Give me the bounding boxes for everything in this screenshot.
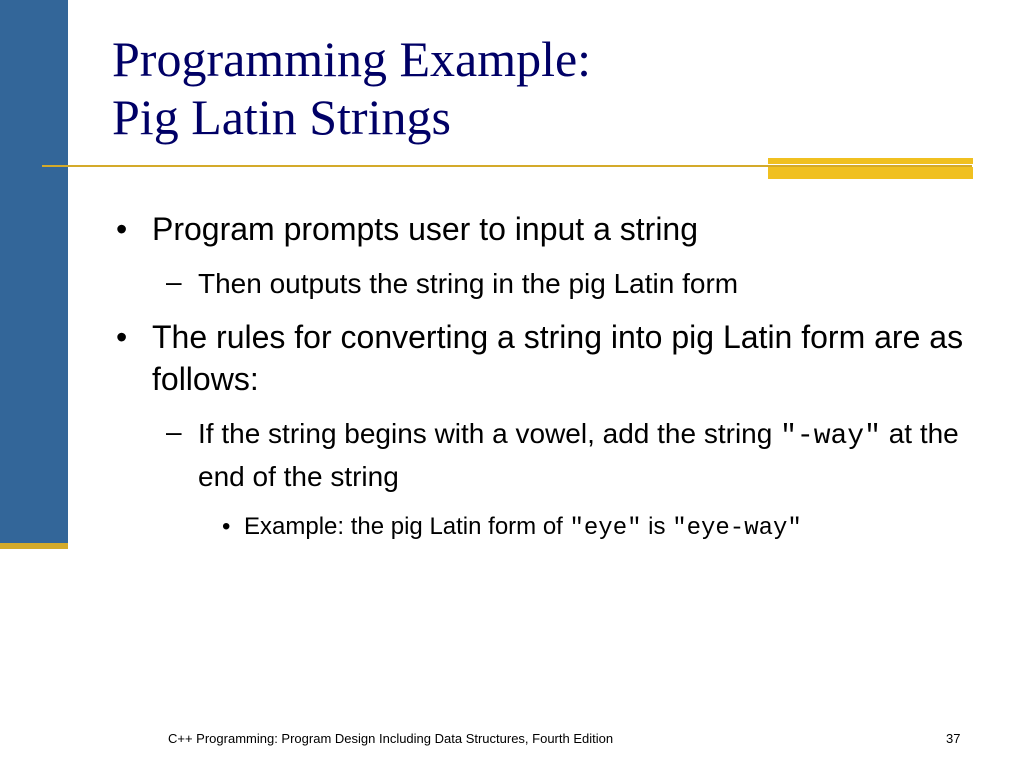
sub-bullet-vowel-rule bbox=[110, 414, 980, 497]
title-accent-bar-top bbox=[768, 158, 973, 164]
sidebar-gold-stripe bbox=[0, 543, 68, 549]
bullet-text-pre: If the string begins with a vowel, add the string bbox=[198, 418, 781, 449]
page-number: 37 bbox=[946, 731, 961, 746]
title-accent-bar-bottom bbox=[768, 167, 973, 179]
bullet-dash-icon: – bbox=[166, 416, 182, 447]
bullet-dot-icon: • bbox=[116, 319, 128, 355]
bullet-text-pre: Example: the pig Latin form of bbox=[244, 513, 570, 540]
bullet-rules bbox=[110, 316, 980, 400]
bullet-text-post: at the end of the string bbox=[198, 418, 959, 492]
code-eye-way: "eye-way" bbox=[672, 515, 802, 542]
bullet-text-mid: is bbox=[641, 513, 673, 540]
bullet-dot-icon: • bbox=[116, 211, 128, 247]
sub-sub-bullet-example bbox=[110, 509, 980, 546]
bullet-dash-icon: – bbox=[166, 266, 182, 297]
slide-title bbox=[112, 30, 972, 146]
code-eye: "eye" bbox=[569, 515, 642, 542]
bullet-text: Then outputs the string in the pig Latin form bbox=[198, 268, 739, 299]
bullet-dot-icon: • bbox=[222, 513, 231, 540]
slide-body bbox=[110, 208, 980, 546]
sidebar-band bbox=[0, 0, 68, 768]
bullet-text: The rules for converting a string into pig Latin form are as follows: bbox=[152, 319, 964, 397]
bullet-program-prompts bbox=[110, 208, 980, 250]
sub-bullet-outputs bbox=[110, 264, 980, 304]
slide-title-line-2: Pig Latin Strings bbox=[112, 89, 451, 145]
code-way: "-way" bbox=[780, 421, 881, 452]
sidebar-blue-bar bbox=[0, 0, 68, 543]
bullet-text: Program prompts user to input a string bbox=[152, 211, 699, 247]
slide-title-line-1: Programming Example: bbox=[112, 31, 592, 87]
footer-book-title: C++ Programming: Program Design Including Data Structures, Fourth Edition bbox=[168, 731, 614, 746]
